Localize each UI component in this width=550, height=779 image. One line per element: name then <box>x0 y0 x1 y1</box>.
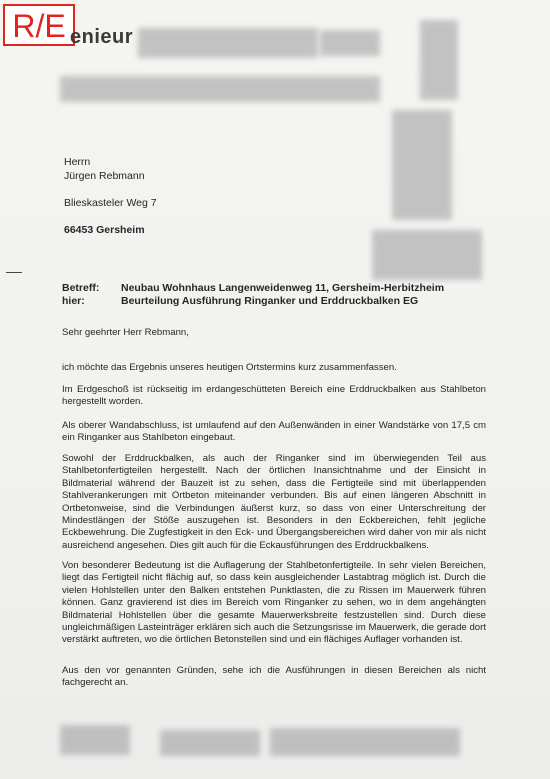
redacted-letterhead <box>138 28 318 58</box>
redacted-sender-block-2 <box>392 110 452 220</box>
paragraph-auflagerung: Von besonderer Bedeutung ist die Auflagerung der Stahlbetonfertigteile. In sehr vielen Bereichen, liegt das Fertigteil nicht flächig auf, so dass kein ausgleichender Lastabtrag möglich ist. Durch die vielen Hohlstellen unter den Balken entstehen Punktlasten, die zu Rissen im Mauerwerk führen können. Ganz gravierend ist dies im Bereich vom Ringanker zu sehen, wo in dem angehängten Bildmaterial Hohlstellen über die gesamte Mauerwerksbreite festzustellen sind. Durch diese ungleichmäßigen Lasteinträger erklären sich auch die Setzungsrisse im Mauerwerk, die gerade dort verstärkt auftreten, wo die örtlichen Betonstellen sind und ein flächiges Auflager vorhanden ist. <box>62 560 486 646</box>
recipient-street: Blieskasteler Weg 7 <box>64 197 157 209</box>
subject-sub-value: Beurteilung Ausführung Ringanker und Erddruckbalken EG <box>121 295 419 307</box>
redacted-sender-block-3 <box>372 230 482 280</box>
subject-sub-label: hier: <box>62 295 85 307</box>
recipient-name: Jürgen Rebmann <box>64 170 145 182</box>
re-logo: R/E <box>3 4 75 46</box>
redacted-footer-2 <box>160 730 260 756</box>
fold-mark <box>6 272 22 273</box>
redacted-letterhead-2 <box>320 30 380 56</box>
recipient-address <box>64 155 157 237</box>
recipient-salutation-line: Herrn <box>64 156 91 168</box>
paragraph-ringanker: Als oberer Wandabschluss, ist umlaufend auf den Außenwänden in einer Wandstärke von 17,5 cm ein Ringanker aus Stahlbeton eingebaut. <box>62 420 486 444</box>
subject-label: Betreff: <box>62 282 100 294</box>
letter-salutation: Sehr geehrter Herr Rebmann, <box>62 327 189 338</box>
redacted-subline <box>60 76 380 102</box>
paragraph-conclusion: Aus den vor genannten Gründen, sehe ich die Ausführungen in diesen Bereichen als nicht fachgerecht an. <box>62 665 486 689</box>
subject-block <box>62 282 444 308</box>
recipient-postal-city: 66453 Gersheim <box>64 224 145 236</box>
redacted-sender-block <box>420 20 458 100</box>
redacted-footer-3 <box>270 728 460 756</box>
paragraph-erddruckbalken: Im Erdgeschoß ist rückseitig im erdangeschütteten Bereich eine Erddruckbalken aus Stahlbeton hergestellt worden. <box>62 384 486 408</box>
subject-value: Neubau Wohnhaus Langenweidenweg 11, Gersheim-Herbitzheim <box>121 282 445 294</box>
letterhead-fragment: enieur <box>70 26 134 48</box>
redacted-footer <box>60 725 130 755</box>
paragraph-fertigteile: Sowohl der Erddruckbalken, als auch der Ringanker sind im überwiegenden Teil aus Stahlbetonfertigteilen hergestellt. Nach der örtlichen Inansichtnahme und der Einsicht in Bildmaterial während der Bauzeit ist zu sehen, dass die Fertigteile sind mit überlappenden Stahlverankerungen mit Ortbeton miteinander verbunden. Bis auf einen längeren Abschnitt in Ortbetonweise, sind die Verbindungen äußerst kurz, so dass von einer Unterschreitung der Mindestlängen der Stöße auszugehen ist. Besonders in den Eckbereichen, fehlt jegliche Eckbewehrung. Die Zugfestigkeit in den Eck- und Übergangsbereichen wird daher von mir als nicht ausreichend angesehen. Dies gilt auch für die Eckausführungen des Erddruckbalkens. <box>62 453 486 551</box>
paragraph-intro: ich möchte das Ergebnis unseres heutigen Ortstermins kurz zusammenfassen. <box>62 362 397 373</box>
